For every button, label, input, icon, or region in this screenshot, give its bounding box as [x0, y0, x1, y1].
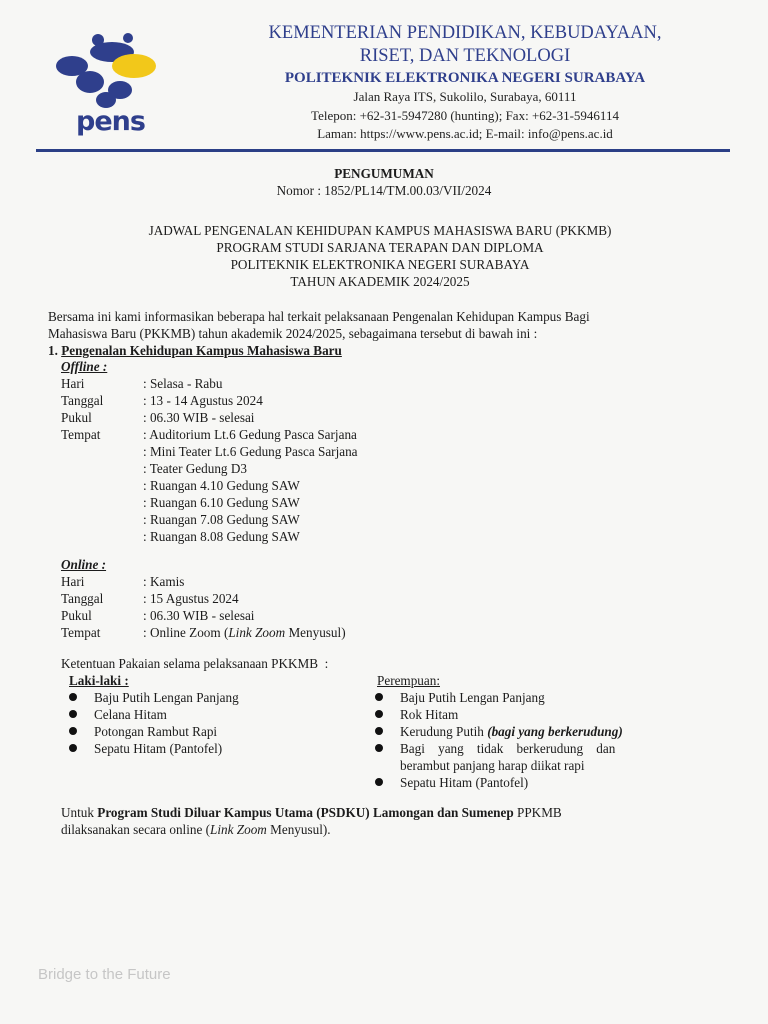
online-pukul-label: Pukul	[61, 608, 92, 623]
intro-paragraph	[48, 308, 718, 342]
offline-tempat-3: : Teater Gedung D3	[143, 461, 247, 476]
ministry-line-1: KEMENTERIAN PENDIDIKAN, KEBUDAYAAN,	[268, 23, 662, 43]
contact-phone: Telepon: +62-31-5947280 (hunting); Fax: +62-31-5946114	[311, 107, 619, 123]
online-block	[61, 556, 346, 641]
doc-number: Nomor : 1852/PL14/TM.00.03/VII/2024	[276, 183, 492, 198]
list-item: Baju Putih Lengan Panjang	[375, 689, 675, 706]
online-tempat-label: Tempat	[61, 625, 101, 640]
list-item: Baju Putih Lengan Panjang	[69, 689, 239, 706]
section-1-number: 1.	[48, 343, 58, 358]
bullet-icon	[375, 693, 383, 701]
title-line-3: POLITEKNIK ELEKTRONIKA NEGERI SURABAYA	[230, 257, 530, 272]
online-tanggal: : 15 Agustus 2024	[143, 591, 239, 606]
offline-tempat-5: : Ruangan 6.10 Gedung SAW	[143, 495, 300, 510]
doc-heading: PENGUMUMAN	[334, 166, 434, 181]
section-1-heading	[48, 342, 342, 359]
dress-intro: Ketentuan Pakaian selama pelaksanaan PKKMB :	[61, 656, 329, 671]
letterhead	[210, 22, 720, 144]
offline-tempat-label: Tempat	[61, 427, 101, 442]
offline-tanggal-label: Tanggal	[61, 393, 104, 408]
intro-line-1: Bersama ini kami informasikan beberapa hal terkait pelaksanaan Pengenalan Kehidupan Kampus Bagi	[48, 309, 590, 324]
contact-web: Laman: https://www.pens.ac.id; E-mail: info@pens.ac.id	[317, 126, 613, 141]
intro-line-2: Mahasiswa Baru (PKKMB) tahun akademik 2024/2025, sebagaimana tersebut di bawah ini :	[48, 326, 538, 341]
list-item: Bagi yang tidak berkerudung dan	[375, 740, 675, 757]
online-hari-label: Hari	[61, 574, 85, 589]
female-label: Perempuan:	[377, 673, 440, 688]
list-item: Sepatu Hitam (Pantofel)	[69, 740, 239, 757]
doc-title	[0, 222, 760, 290]
dress-male	[69, 672, 239, 757]
dress-female	[375, 672, 675, 791]
pens-logo	[50, 30, 170, 140]
offline-tanggal: : 13 - 14 Agustus 2024	[143, 393, 263, 408]
offline-tempat-6: : Ruangan 7.08 Gedung SAW	[143, 512, 300, 527]
male-label: Laki-laki :	[69, 673, 129, 688]
list-item-continuation: berambut panjang harap diikat rapi	[400, 758, 585, 773]
section-1-title: Pengenalan Kehidupan Kampus Mahasiswa Baru	[61, 343, 342, 358]
offline-block	[61, 358, 358, 545]
title-line-1: JADWAL PENGENALAN KEHIDUPAN KAMPUS MAHASISWA BARU (PKKMB)	[148, 223, 612, 238]
list-item: Kerudung Putih (bagi yang berkerudung)	[375, 723, 675, 740]
bullet-icon	[375, 727, 383, 735]
bullet-icon	[69, 744, 77, 752]
offline-tempat-7: : Ruangan 8.08 Gedung SAW	[143, 529, 300, 544]
offline-hari: : Selasa - Rabu	[143, 376, 223, 391]
footer-tagline: Bridge to the Future	[38, 966, 171, 983]
offline-hari-label: Hari	[61, 376, 85, 391]
ministry-line-2: RISET, DAN TEKNOLOGI	[359, 46, 571, 66]
bullet-icon	[375, 744, 383, 752]
online-pukul: : 06.30 WIB - selesai	[143, 608, 255, 623]
address: Jalan Raya ITS, Sukolilo, Surabaya, 60111	[353, 89, 577, 104]
online-label: Online :	[61, 557, 107, 572]
bullet-icon	[375, 778, 383, 786]
online-tempat-link: Link Zoom	[228, 625, 286, 640]
list-item: Sepatu Hitam (Pantofel)	[375, 774, 675, 791]
bullet-icon	[69, 693, 77, 701]
offline-label: Offline :	[61, 359, 108, 374]
offline-tempat-1: : Auditorium Lt.6 Gedung Pasca Sarjana	[143, 427, 357, 442]
institution-name: POLITEKNIK ELEKTRONIKA NEGERI SURABAYA	[284, 70, 646, 86]
psdku-note: Untuk Program Studi Diluar Kampus Utama (PSDKU) Lamongan dan Sumenep PPKMB dilaksanakan secara online (Link Zoom Menyusul).	[61, 805, 562, 837]
offline-tempat-2: : Mini Teater Lt.6 Gedung Pasca Sarjana	[143, 444, 358, 459]
offline-pukul-label: Pukul	[61, 410, 92, 425]
bullet-icon	[375, 710, 383, 718]
bullet-icon	[69, 710, 77, 718]
list-item: Celana Hitam	[69, 706, 239, 723]
online-hari: : Kamis	[143, 574, 185, 589]
title-line-2: PROGRAM STUDI SARJANA TERAPAN DAN DIPLOMA	[216, 240, 544, 255]
offline-tempat-4: : Ruangan 4.10 Gedung SAW	[143, 478, 300, 493]
bullet-icon	[69, 727, 77, 735]
online-tempat-pre: : Online Zoom (	[143, 625, 229, 640]
list-item: Potongan Rambut Rapi	[69, 723, 239, 740]
online-tempat-post: Menyusul)	[285, 625, 346, 640]
logo-wordmark: pens	[76, 106, 145, 137]
online-tanggal-label: Tanggal	[61, 591, 104, 606]
header-rule	[36, 149, 730, 152]
title-line-4: TAHUN AKADEMIK 2024/2025	[290, 274, 470, 289]
list-item: Rok Hitam	[375, 706, 675, 723]
online-tempat	[143, 625, 346, 640]
offline-pukul: : 06.30 WIB - selesai	[143, 410, 255, 425]
